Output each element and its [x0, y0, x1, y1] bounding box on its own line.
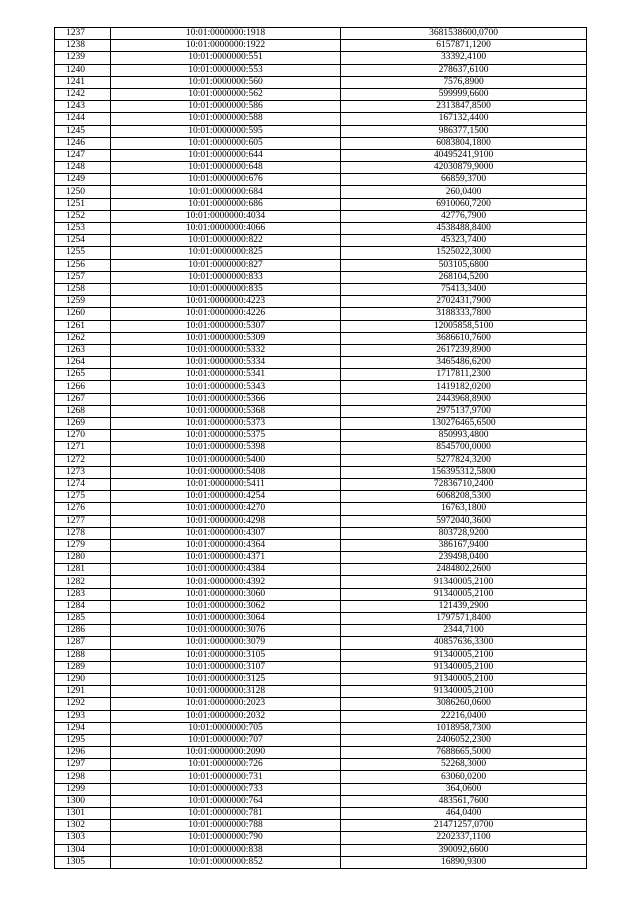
cadastral-number-cell: 10:01:0000000:790 — [111, 832, 341, 844]
value-cell: 2975137,9700 — [341, 405, 587, 417]
table-row — [55, 698, 587, 710]
table-row — [55, 454, 587, 466]
cadastral-number-cell: 10:01:0000000:3060 — [111, 588, 341, 600]
table-row — [55, 491, 587, 503]
cadastral-number-cell: 10:01:0000000:781 — [111, 808, 341, 820]
table-row — [55, 576, 587, 588]
table-row — [55, 40, 587, 52]
row-number-cell: 1245 — [55, 125, 111, 137]
row-number-cell: 1263 — [55, 344, 111, 356]
value-cell: 1419182,0200 — [341, 381, 587, 393]
row-number-cell: 1267 — [55, 393, 111, 405]
cadastral-number-cell: 10:01:0000000:5366 — [111, 393, 341, 405]
row-number-cell: 1275 — [55, 491, 111, 503]
value-cell: 3681538600,0700 — [341, 28, 587, 40]
row-number-cell: 1254 — [55, 235, 111, 247]
table-row — [55, 271, 587, 283]
row-number-cell: 1265 — [55, 369, 111, 381]
row-number-cell: 1272 — [55, 454, 111, 466]
cadastral-number-cell: 10:01:0000000:562 — [111, 88, 341, 100]
row-number-cell: 1285 — [55, 613, 111, 625]
table-row — [55, 552, 587, 564]
row-number-cell: 1274 — [55, 478, 111, 490]
cadastral-number-cell: 10:01:0000000:3125 — [111, 673, 341, 685]
value-cell: 239498,0400 — [341, 552, 587, 564]
table-row — [55, 357, 587, 369]
table-row — [55, 125, 587, 137]
row-number-cell: 1291 — [55, 686, 111, 698]
cadastral-number-cell: 10:01:0000000:644 — [111, 149, 341, 161]
cadastral-number-cell: 10:01:0000000:551 — [111, 52, 341, 64]
cadastral-number-cell: 10:01:0000000:2032 — [111, 710, 341, 722]
table-row — [55, 259, 587, 271]
cadastral-number-cell: 10:01:0000000:5343 — [111, 381, 341, 393]
table-row — [55, 637, 587, 649]
value-cell: 5277824,3200 — [341, 454, 587, 466]
value-cell: 72836710,2400 — [341, 478, 587, 490]
cadastral-number-cell: 10:01:0000000:3076 — [111, 625, 341, 637]
table-row — [55, 88, 587, 100]
value-cell: 2313847,8500 — [341, 101, 587, 113]
value-cell: 21471257,0700 — [341, 820, 587, 832]
cadastral-number-cell: 10:01:0000000:676 — [111, 174, 341, 186]
registry-table — [54, 27, 587, 869]
table-row — [55, 247, 587, 259]
table-row — [55, 210, 587, 222]
cadastral-number-cell: 10:01:0000000:2090 — [111, 747, 341, 759]
cadastral-number-cell: 10:01:0000000:4223 — [111, 296, 341, 308]
cadastral-number-cell: 10:01:0000000:4371 — [111, 552, 341, 564]
table-row — [55, 418, 587, 430]
cadastral-number-cell: 10:01:0000000:684 — [111, 186, 341, 198]
value-cell: 1018958,7300 — [341, 722, 587, 734]
value-cell: 52268,3000 — [341, 759, 587, 771]
cadastral-number-cell: 10:01:0000000:2023 — [111, 698, 341, 710]
row-number-cell: 1252 — [55, 210, 111, 222]
row-number-cell: 1296 — [55, 747, 111, 759]
cadastral-number-cell: 10:01:0000000:1922 — [111, 40, 341, 52]
value-cell: 364,0600 — [341, 783, 587, 795]
cadastral-number-cell: 10:01:0000000:705 — [111, 722, 341, 734]
value-cell: 12005858,5100 — [341, 320, 587, 332]
cadastral-number-cell: 10:01:0000000:731 — [111, 771, 341, 783]
row-number-cell: 1260 — [55, 308, 111, 320]
row-number-cell: 1300 — [55, 795, 111, 807]
value-cell: 986377,1500 — [341, 125, 587, 137]
value-cell: 91340005,2100 — [341, 686, 587, 698]
value-cell: 6910060,7200 — [341, 198, 587, 210]
value-cell: 16890,9300 — [341, 856, 587, 868]
table-row — [55, 101, 587, 113]
value-cell: 45323,7400 — [341, 235, 587, 247]
cadastral-number-cell: 10:01:0000000:835 — [111, 283, 341, 295]
row-number-cell: 1303 — [55, 832, 111, 844]
cadastral-number-cell: 10:01:0000000:5368 — [111, 405, 341, 417]
cadastral-number-cell: 10:01:0000000:825 — [111, 247, 341, 259]
cadastral-number-cell: 10:01:0000000:3062 — [111, 600, 341, 612]
cadastral-number-cell: 10:01:0000000:852 — [111, 856, 341, 868]
row-number-cell: 1293 — [55, 710, 111, 722]
cadastral-number-cell: 10:01:0000000:4066 — [111, 223, 341, 235]
cadastral-number-cell: 10:01:0000000:553 — [111, 64, 341, 76]
cadastral-number-cell: 10:01:0000000:4254 — [111, 491, 341, 503]
value-cell: 464,0400 — [341, 808, 587, 820]
value-cell: 121439,2900 — [341, 600, 587, 612]
row-number-cell: 1240 — [55, 64, 111, 76]
value-cell: 850993,4800 — [341, 430, 587, 442]
cadastral-number-cell: 10:01:0000000:560 — [111, 76, 341, 88]
value-cell: 91340005,2100 — [341, 576, 587, 588]
cadastral-number-cell: 10:01:0000000:3064 — [111, 613, 341, 625]
cadastral-number-cell: 10:01:0000000:5341 — [111, 369, 341, 381]
row-number-cell: 1290 — [55, 673, 111, 685]
value-cell: 91340005,2100 — [341, 649, 587, 661]
cadastral-number-cell: 10:01:0000000:788 — [111, 820, 341, 832]
value-cell: 130276465,6500 — [341, 418, 587, 430]
row-number-cell: 1256 — [55, 259, 111, 271]
value-cell: 803728,9200 — [341, 527, 587, 539]
value-cell: 2617239,8900 — [341, 344, 587, 356]
row-number-cell: 1292 — [55, 698, 111, 710]
row-number-cell: 1287 — [55, 637, 111, 649]
cadastral-number-cell: 10:01:0000000:827 — [111, 259, 341, 271]
table-row — [55, 186, 587, 198]
table-row — [55, 588, 587, 600]
row-number-cell: 1268 — [55, 405, 111, 417]
table-row — [55, 503, 587, 515]
table-row — [55, 625, 587, 637]
cadastral-number-cell: 10:01:0000000:3105 — [111, 649, 341, 661]
value-cell: 390092,6600 — [341, 844, 587, 856]
table-row — [55, 564, 587, 576]
value-cell: 91340005,2100 — [341, 673, 587, 685]
value-cell: 599999,6600 — [341, 88, 587, 100]
cadastral-number-cell: 10:01:0000000:5400 — [111, 454, 341, 466]
cadastral-number-cell: 10:01:0000000:726 — [111, 759, 341, 771]
row-number-cell: 1304 — [55, 844, 111, 856]
table-row — [55, 466, 587, 478]
table-row — [55, 223, 587, 235]
row-number-cell: 1301 — [55, 808, 111, 820]
value-cell: 3188333,7800 — [341, 308, 587, 320]
value-cell: 2344,7100 — [341, 625, 587, 637]
row-number-cell: 1257 — [55, 271, 111, 283]
cadastral-number-cell: 10:01:0000000:605 — [111, 137, 341, 149]
table-row — [55, 686, 587, 698]
row-number-cell: 1238 — [55, 40, 111, 52]
cadastral-number-cell: 10:01:0000000:5411 — [111, 478, 341, 490]
value-cell: 386167,9400 — [341, 539, 587, 551]
value-cell: 42030879,9000 — [341, 162, 587, 174]
row-number-cell: 1302 — [55, 820, 111, 832]
row-number-cell: 1270 — [55, 430, 111, 442]
value-cell: 6068208,5300 — [341, 491, 587, 503]
table-row — [55, 759, 587, 771]
row-number-cell: 1250 — [55, 186, 111, 198]
cadastral-number-cell: 10:01:0000000:5375 — [111, 430, 341, 442]
row-number-cell: 1295 — [55, 734, 111, 746]
value-cell: 91340005,2100 — [341, 661, 587, 673]
table-row — [55, 527, 587, 539]
row-number-cell: 1258 — [55, 283, 111, 295]
row-number-cell: 1261 — [55, 320, 111, 332]
cadastral-number-cell: 10:01:0000000:4270 — [111, 503, 341, 515]
table-row — [55, 783, 587, 795]
table-row — [55, 515, 587, 527]
value-cell: 483561,7600 — [341, 795, 587, 807]
row-number-cell: 1242 — [55, 88, 111, 100]
cadastral-number-cell: 10:01:0000000:733 — [111, 783, 341, 795]
value-cell: 7576,8900 — [341, 76, 587, 88]
cadastral-number-cell: 10:01:0000000:5309 — [111, 332, 341, 344]
value-cell: 2702431,7900 — [341, 296, 587, 308]
cadastral-number-cell: 10:01:0000000:3128 — [111, 686, 341, 698]
value-cell: 8545700,0000 — [341, 442, 587, 454]
cadastral-number-cell: 10:01:0000000:707 — [111, 734, 341, 746]
cadastral-number-cell: 10:01:0000000:4392 — [111, 576, 341, 588]
row-number-cell: 1279 — [55, 539, 111, 551]
table-row — [55, 856, 587, 868]
table-row — [55, 28, 587, 40]
row-number-cell: 1241 — [55, 76, 111, 88]
table-row — [55, 771, 587, 783]
row-number-cell: 1276 — [55, 503, 111, 515]
table-row — [55, 734, 587, 746]
value-cell: 5972040,3600 — [341, 515, 587, 527]
value-cell: 66859,3700 — [341, 174, 587, 186]
table-row — [55, 600, 587, 612]
value-cell: 40857636,3300 — [341, 637, 587, 649]
value-cell: 3465486,6200 — [341, 357, 587, 369]
cadastral-number-cell: 10:01:0000000:4364 — [111, 539, 341, 551]
cadastral-number-cell: 10:01:0000000:4034 — [111, 210, 341, 222]
value-cell: 40495241,9100 — [341, 149, 587, 161]
row-number-cell: 1273 — [55, 466, 111, 478]
value-cell: 503105,6800 — [341, 259, 587, 271]
table-row — [55, 149, 587, 161]
cadastral-number-cell: 10:01:0000000:1918 — [111, 28, 341, 40]
cadastral-number-cell: 10:01:0000000:5408 — [111, 466, 341, 478]
table-row — [55, 820, 587, 832]
table-row — [55, 539, 587, 551]
row-number-cell: 1305 — [55, 856, 111, 868]
table-row — [55, 381, 587, 393]
value-cell: 33392,4100 — [341, 52, 587, 64]
cadastral-number-cell: 10:01:0000000:595 — [111, 125, 341, 137]
value-cell: 1797571,8400 — [341, 613, 587, 625]
table-row — [55, 320, 587, 332]
row-number-cell: 1248 — [55, 162, 111, 174]
value-cell: 6157871,1200 — [341, 40, 587, 52]
value-cell: 156395312,5800 — [341, 466, 587, 478]
value-cell: 22216,0400 — [341, 710, 587, 722]
row-number-cell: 1278 — [55, 527, 111, 539]
row-number-cell: 1253 — [55, 223, 111, 235]
cadastral-number-cell: 10:01:0000000:5332 — [111, 344, 341, 356]
row-number-cell: 1282 — [55, 576, 111, 588]
cadastral-number-cell: 10:01:0000000:588 — [111, 113, 341, 125]
value-cell: 167132,4400 — [341, 113, 587, 125]
row-number-cell: 1284 — [55, 600, 111, 612]
table-row — [55, 198, 587, 210]
cadastral-number-cell: 10:01:0000000:3107 — [111, 661, 341, 673]
value-cell: 4538488,8400 — [341, 223, 587, 235]
value-cell: 3686610,7600 — [341, 332, 587, 344]
value-cell: 268104,5200 — [341, 271, 587, 283]
row-number-cell: 1249 — [55, 174, 111, 186]
table-row — [55, 613, 587, 625]
table-row — [55, 235, 587, 247]
cadastral-number-cell: 10:01:0000000:5334 — [111, 357, 341, 369]
table-row — [55, 649, 587, 661]
table-row — [55, 722, 587, 734]
row-number-cell: 1298 — [55, 771, 111, 783]
table-row — [55, 76, 587, 88]
table-row — [55, 296, 587, 308]
value-cell: 63060,0200 — [341, 771, 587, 783]
cadastral-number-cell: 10:01:0000000:5307 — [111, 320, 341, 332]
table-row — [55, 808, 587, 820]
table-row — [55, 832, 587, 844]
cadastral-number-cell: 10:01:0000000:838 — [111, 844, 341, 856]
value-cell: 2406052,2300 — [341, 734, 587, 746]
table-row — [55, 113, 587, 125]
cadastral-number-cell: 10:01:0000000:586 — [111, 101, 341, 113]
row-number-cell: 1246 — [55, 137, 111, 149]
value-cell: 42776,7900 — [341, 210, 587, 222]
table-row — [55, 137, 587, 149]
table-row — [55, 661, 587, 673]
table-row — [55, 405, 587, 417]
row-number-cell: 1239 — [55, 52, 111, 64]
cadastral-number-cell: 10:01:0000000:4226 — [111, 308, 341, 320]
table-row — [55, 308, 587, 320]
value-cell: 278637,6100 — [341, 64, 587, 76]
table-row — [55, 344, 587, 356]
value-cell: 75413,3400 — [341, 283, 587, 295]
cadastral-number-cell: 10:01:0000000:764 — [111, 795, 341, 807]
table-row — [55, 795, 587, 807]
cadastral-number-cell: 10:01:0000000:4384 — [111, 564, 341, 576]
value-cell: 7688665,5000 — [341, 747, 587, 759]
table-row — [55, 747, 587, 759]
row-number-cell: 1264 — [55, 357, 111, 369]
value-cell: 16763,1800 — [341, 503, 587, 515]
value-cell: 1525022,3000 — [341, 247, 587, 259]
value-cell: 2484802,2600 — [341, 564, 587, 576]
table-row — [55, 710, 587, 722]
cadastral-number-cell: 10:01:0000000:822 — [111, 235, 341, 247]
table-row — [55, 844, 587, 856]
row-number-cell: 1297 — [55, 759, 111, 771]
table-row — [55, 442, 587, 454]
row-number-cell: 1280 — [55, 552, 111, 564]
cadastral-number-cell: 10:01:0000000:833 — [111, 271, 341, 283]
registry-table-body — [55, 28, 587, 869]
table-row — [55, 162, 587, 174]
row-number-cell: 1262 — [55, 332, 111, 344]
cadastral-number-cell: 10:01:0000000:686 — [111, 198, 341, 210]
cadastral-number-cell: 10:01:0000000:4298 — [111, 515, 341, 527]
cadastral-number-cell: 10:01:0000000:5373 — [111, 418, 341, 430]
row-number-cell: 1251 — [55, 198, 111, 210]
row-number-cell: 1299 — [55, 783, 111, 795]
row-number-cell: 1286 — [55, 625, 111, 637]
value-cell: 6083804,1800 — [341, 137, 587, 149]
table-row — [55, 332, 587, 344]
row-number-cell: 1243 — [55, 101, 111, 113]
value-cell: 1717811,2300 — [341, 369, 587, 381]
table-row — [55, 283, 587, 295]
table-row — [55, 64, 587, 76]
row-number-cell: 1269 — [55, 418, 111, 430]
table-row — [55, 174, 587, 186]
row-number-cell: 1277 — [55, 515, 111, 527]
table-row — [55, 393, 587, 405]
row-number-cell: 1255 — [55, 247, 111, 259]
table-row — [55, 52, 587, 64]
row-number-cell: 1288 — [55, 649, 111, 661]
value-cell: 2443968,8900 — [341, 393, 587, 405]
table-row — [55, 478, 587, 490]
table-row — [55, 673, 587, 685]
row-number-cell: 1289 — [55, 661, 111, 673]
row-number-cell: 1266 — [55, 381, 111, 393]
row-number-cell: 1259 — [55, 296, 111, 308]
row-number-cell: 1283 — [55, 588, 111, 600]
row-number-cell: 1237 — [55, 28, 111, 40]
cadastral-number-cell: 10:01:0000000:5398 — [111, 442, 341, 454]
value-cell: 260,0400 — [341, 186, 587, 198]
value-cell: 2202337,1100 — [341, 832, 587, 844]
row-number-cell: 1281 — [55, 564, 111, 576]
table-row — [55, 369, 587, 381]
cadastral-number-cell: 10:01:0000000:648 — [111, 162, 341, 174]
row-number-cell: 1247 — [55, 149, 111, 161]
table-row — [55, 430, 587, 442]
row-number-cell: 1294 — [55, 722, 111, 734]
value-cell: 91340005,2100 — [341, 588, 587, 600]
cadastral-number-cell: 10:01:0000000:3079 — [111, 637, 341, 649]
cadastral-number-cell: 10:01:0000000:4307 — [111, 527, 341, 539]
row-number-cell: 1244 — [55, 113, 111, 125]
row-number-cell: 1271 — [55, 442, 111, 454]
value-cell: 3086260,0600 — [341, 698, 587, 710]
